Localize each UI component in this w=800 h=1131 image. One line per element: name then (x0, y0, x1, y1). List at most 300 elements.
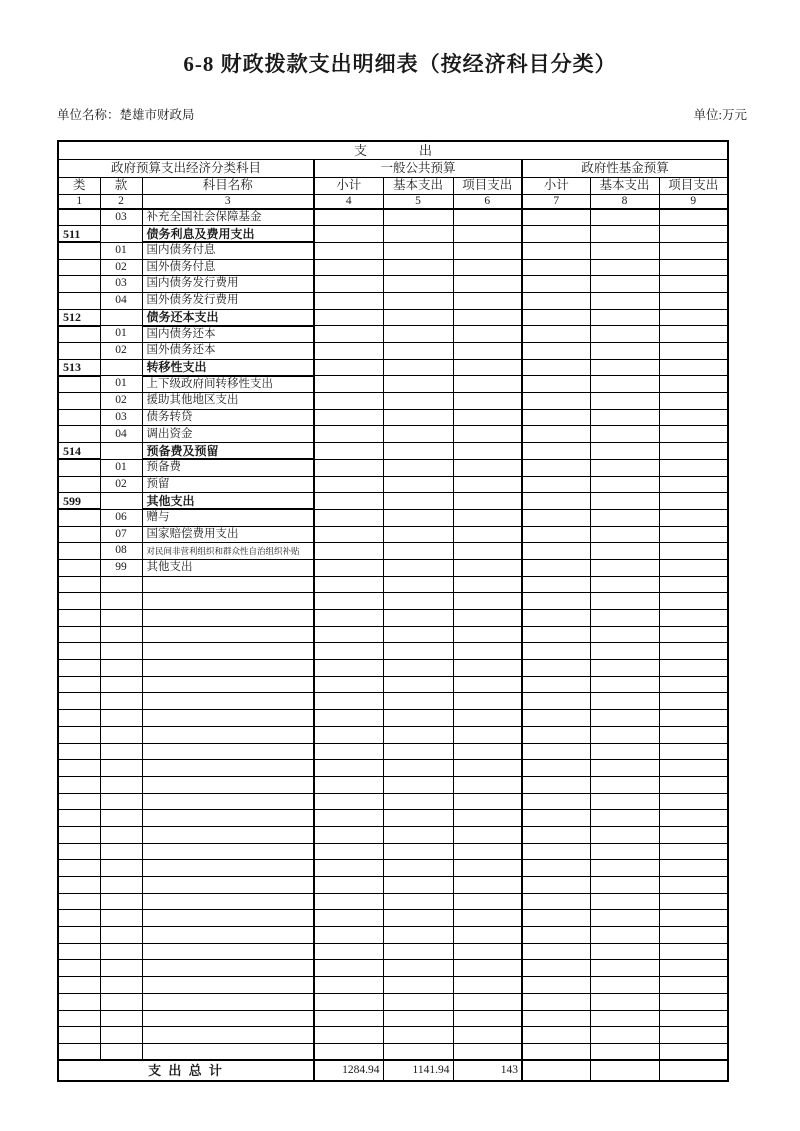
table-row (58, 276, 728, 293)
value-cell (453, 526, 522, 543)
value-cell (383, 843, 453, 860)
meta-row (57, 105, 747, 123)
subject-name-cell: 国外债务发行费用 (142, 292, 314, 309)
value-cell (659, 793, 728, 810)
value-cell (453, 559, 522, 576)
value-cell (383, 242, 453, 259)
table-row (58, 209, 728, 226)
value-cell (659, 359, 728, 376)
table-row-empty (58, 643, 728, 660)
value-cell (314, 493, 383, 510)
subject-name-cell: 补充全国社会保障基金 (142, 209, 314, 226)
table-row (58, 476, 728, 493)
subject-name-cell (142, 793, 314, 810)
value-cell (314, 1010, 383, 1027)
subject-name-cell: 上下级政府间转移性支出 (142, 376, 314, 393)
value-cell (590, 960, 659, 977)
value-cell (383, 943, 453, 960)
col-number-3: 3 (142, 194, 314, 209)
item-code-cell: 02 (100, 393, 142, 410)
item-code-cell (100, 810, 142, 827)
value-cell (522, 292, 590, 309)
col-header-subtotal-1: 小计 (314, 177, 383, 194)
table-row (58, 559, 728, 576)
class-code-cell (58, 626, 100, 643)
value-cell (383, 610, 453, 627)
value-cell (590, 543, 659, 560)
col-header-project-1: 项目支出 (453, 177, 522, 194)
value-cell (383, 343, 453, 360)
subject-name-cell: 调出资金 (142, 426, 314, 443)
item-code-cell (100, 977, 142, 994)
value-cell (453, 843, 522, 860)
value-cell (453, 693, 522, 710)
item-code-cell: 01 (100, 376, 142, 393)
value-cell (453, 359, 522, 376)
subject-name-cell (142, 760, 314, 777)
value-cell (590, 676, 659, 693)
table-body (58, 209, 728, 1060)
expenditure-table (57, 140, 729, 1082)
subject-name-cell: 国内债务还本 (142, 326, 314, 343)
subject-name-cell: 预备费及预留 (142, 443, 314, 460)
value-cell (314, 726, 383, 743)
value-cell (590, 943, 659, 960)
value-cell (453, 443, 522, 460)
value-cell (453, 426, 522, 443)
class-code-cell (58, 476, 100, 493)
class-code-cell (58, 259, 100, 276)
value-cell (314, 693, 383, 710)
table-row (58, 526, 728, 543)
value-cell (659, 760, 728, 777)
item-code-cell (100, 826, 142, 843)
table-row-empty (58, 927, 728, 944)
value-cell (383, 910, 453, 927)
value-cell (590, 409, 659, 426)
value-cell (383, 276, 453, 293)
total-value-project-2 (659, 1060, 728, 1081)
class-code-cell (58, 1027, 100, 1044)
value-cell (453, 393, 522, 410)
value-cell (383, 776, 453, 793)
value-cell (659, 643, 728, 660)
value-cell (383, 960, 453, 977)
value-cell (590, 209, 659, 226)
value-cell (453, 509, 522, 526)
table-row (58, 493, 728, 510)
value-cell (314, 927, 383, 944)
class-code-cell (58, 810, 100, 827)
value-cell (522, 259, 590, 276)
value-cell (659, 276, 728, 293)
item-code-cell (100, 927, 142, 944)
item-code-cell: 08 (100, 543, 142, 560)
value-cell (522, 943, 590, 960)
group-header-classification: 政府预算支出经济分类科目 (58, 159, 314, 177)
value-cell (590, 1010, 659, 1027)
value-cell (453, 660, 522, 677)
subject-name-cell (142, 960, 314, 977)
item-code-cell (100, 860, 142, 877)
value-cell (453, 1027, 522, 1044)
col-number-6: 6 (453, 194, 522, 209)
subject-name-cell (142, 1010, 314, 1027)
item-code-cell: 99 (100, 559, 142, 576)
subject-name-cell (142, 726, 314, 743)
item-code-cell (100, 443, 142, 460)
value-cell (453, 860, 522, 877)
class-code-cell (58, 710, 100, 727)
value-cell (659, 226, 728, 243)
value-cell (522, 426, 590, 443)
table-row-empty (58, 843, 728, 860)
value-cell (522, 393, 590, 410)
value-cell (590, 343, 659, 360)
table-row-empty (58, 710, 728, 727)
value-cell (383, 977, 453, 994)
value-cell (314, 593, 383, 610)
subject-name-cell (142, 576, 314, 593)
value-cell (453, 242, 522, 259)
class-code-cell: 513 (58, 359, 100, 376)
column-header-row (58, 177, 728, 194)
value-cell (590, 593, 659, 610)
table-row-empty (58, 1027, 728, 1044)
value-cell (383, 593, 453, 610)
value-cell (314, 209, 383, 226)
class-code-cell (58, 843, 100, 860)
column-number-row (58, 194, 728, 209)
class-code-cell: 599 (58, 493, 100, 510)
class-code-cell (58, 543, 100, 560)
value-cell (383, 459, 453, 476)
table-row (58, 409, 728, 426)
value-cell (522, 526, 590, 543)
value-cell (314, 610, 383, 627)
value-cell (453, 993, 522, 1010)
value-cell (659, 860, 728, 877)
table-row (58, 426, 728, 443)
value-cell (314, 343, 383, 360)
col-number-2: 2 (100, 194, 142, 209)
value-cell (314, 660, 383, 677)
value-cell (590, 1027, 659, 1044)
subject-name-cell (142, 593, 314, 610)
unit-name-label: 单位名称：楚雄市财政局 (57, 108, 195, 122)
value-cell (383, 259, 453, 276)
value-cell (314, 226, 383, 243)
value-cell (453, 543, 522, 560)
value-cell (314, 810, 383, 827)
value-cell (383, 710, 453, 727)
item-code-cell (100, 643, 142, 660)
value-cell (453, 710, 522, 727)
unit-of-measure-label: 单位:万元 (693, 108, 747, 122)
value-cell (590, 760, 659, 777)
value-cell (522, 660, 590, 677)
value-cell (659, 943, 728, 960)
value-cell (314, 409, 383, 426)
value-cell (659, 393, 728, 410)
value-cell (522, 1043, 590, 1060)
value-cell (453, 776, 522, 793)
class-code-cell (58, 660, 100, 677)
item-code-cell (100, 576, 142, 593)
class-code-cell (58, 343, 100, 360)
table-row (58, 242, 728, 259)
item-code-cell (100, 309, 142, 326)
value-cell (659, 543, 728, 560)
subject-name-cell: 对民间非营利组织和群众性自治组织补贴 (142, 543, 314, 560)
value-cell (383, 893, 453, 910)
value-cell (522, 559, 590, 576)
table-row-empty (58, 610, 728, 627)
table-row (58, 343, 728, 360)
class-code-cell (58, 760, 100, 777)
value-cell (383, 576, 453, 593)
value-cell (522, 493, 590, 510)
table-row-empty (58, 943, 728, 960)
subject-name-cell (142, 810, 314, 827)
value-cell (383, 676, 453, 693)
item-code-cell: 02 (100, 259, 142, 276)
value-cell (659, 242, 728, 259)
value-cell (522, 409, 590, 426)
table-row-empty (58, 676, 728, 693)
value-cell (659, 660, 728, 677)
value-cell (453, 326, 522, 343)
table-row (58, 393, 728, 410)
subject-name-cell (142, 927, 314, 944)
value-cell (659, 559, 728, 576)
value-cell (383, 292, 453, 309)
class-code-cell (58, 593, 100, 610)
subject-name-cell (142, 776, 314, 793)
table-row (58, 309, 728, 326)
col-number-8: 8 (590, 194, 659, 209)
subject-name-cell: 其他支出 (142, 559, 314, 576)
value-cell (383, 726, 453, 743)
class-code-cell (58, 776, 100, 793)
page-title: 6-8 财政拨款支出明细表（按经济科目分类） (183, 52, 617, 76)
value-cell (453, 292, 522, 309)
value-cell (383, 793, 453, 810)
item-code-cell (100, 693, 142, 710)
value-cell (590, 276, 659, 293)
value-cell (453, 943, 522, 960)
value-cell (659, 877, 728, 894)
value-cell (522, 893, 590, 910)
value-cell (314, 676, 383, 693)
subject-name-cell (142, 877, 314, 894)
value-cell (522, 793, 590, 810)
value-cell (453, 276, 522, 293)
subject-name-cell (142, 910, 314, 927)
col-header-subject-name: 科目名称 (142, 177, 314, 194)
table-row-empty (58, 826, 728, 843)
value-cell (453, 343, 522, 360)
item-code-cell (100, 943, 142, 960)
value-cell (522, 643, 590, 660)
item-code-cell (100, 226, 142, 243)
item-code-cell (100, 493, 142, 510)
value-cell (453, 927, 522, 944)
subject-name-cell: 援助其他地区支出 (142, 393, 314, 410)
class-code-cell (58, 576, 100, 593)
class-code-cell (58, 793, 100, 810)
value-cell (522, 376, 590, 393)
value-cell (522, 760, 590, 777)
value-cell (314, 877, 383, 894)
value-cell (314, 626, 383, 643)
value-cell (314, 526, 383, 543)
subject-name-cell: 转移性支出 (142, 359, 314, 376)
col-number-7: 7 (522, 194, 590, 209)
item-code-cell (100, 610, 142, 627)
value-cell (522, 326, 590, 343)
value-cell (314, 943, 383, 960)
value-cell (522, 226, 590, 243)
value-cell (314, 259, 383, 276)
class-code-cell (58, 893, 100, 910)
value-cell (590, 242, 659, 259)
value-cell (659, 676, 728, 693)
value-cell (453, 493, 522, 510)
table-row-empty (58, 1010, 728, 1027)
class-code-cell (58, 610, 100, 627)
table-row-empty (58, 593, 728, 610)
subject-name-cell (142, 843, 314, 860)
value-cell (453, 576, 522, 593)
value-cell (590, 910, 659, 927)
value-cell (453, 476, 522, 493)
class-code-cell (58, 693, 100, 710)
subject-name-cell (142, 943, 314, 960)
item-code-cell: 02 (100, 343, 142, 360)
value-cell (314, 309, 383, 326)
value-cell (383, 810, 453, 827)
item-code-cell (100, 843, 142, 860)
value-cell (590, 393, 659, 410)
value-cell (314, 476, 383, 493)
value-cell (522, 276, 590, 293)
subject-name-cell: 国内债务付息 (142, 242, 314, 259)
value-cell (659, 509, 728, 526)
value-cell (659, 993, 728, 1010)
item-code-cell (100, 626, 142, 643)
value-cell (659, 576, 728, 593)
value-cell (314, 760, 383, 777)
value-cell (522, 610, 590, 627)
value-cell (522, 710, 590, 727)
value-cell (314, 276, 383, 293)
class-code-cell (58, 1043, 100, 1060)
value-cell (522, 576, 590, 593)
class-code-cell (58, 459, 100, 476)
value-cell (314, 893, 383, 910)
value-cell (590, 426, 659, 443)
subject-name-cell: 预留 (142, 476, 314, 493)
class-code-cell (58, 943, 100, 960)
total-label: 支 出 总 计 (58, 1060, 314, 1081)
class-code-cell (58, 726, 100, 743)
value-cell (659, 459, 728, 476)
table-row-empty (58, 810, 728, 827)
class-code-cell (58, 860, 100, 877)
col-number-1: 1 (58, 194, 100, 209)
item-code-cell (100, 760, 142, 777)
subject-name-cell: 国外债务付息 (142, 259, 314, 276)
value-cell (314, 426, 383, 443)
item-code-cell (100, 1010, 142, 1027)
subject-name-cell (142, 977, 314, 994)
value-cell (659, 810, 728, 827)
subject-name-cell (142, 893, 314, 910)
item-code-cell (100, 660, 142, 677)
value-cell (522, 309, 590, 326)
value-cell (522, 860, 590, 877)
table-row (58, 376, 728, 393)
value-cell (453, 226, 522, 243)
table-row-empty (58, 893, 728, 910)
value-cell (590, 509, 659, 526)
table-row (58, 226, 728, 243)
value-cell (590, 576, 659, 593)
subject-name-cell: 债务利息及费用支出 (142, 226, 314, 243)
value-cell (522, 1027, 590, 1044)
item-code-cell (100, 960, 142, 977)
value-cell (383, 993, 453, 1010)
item-code-cell (100, 359, 142, 376)
value-cell (522, 810, 590, 827)
subject-name-cell (142, 610, 314, 627)
subject-name-cell (142, 1043, 314, 1060)
value-cell (659, 526, 728, 543)
class-code-cell (58, 977, 100, 994)
value-cell (659, 376, 728, 393)
class-code-cell (58, 993, 100, 1010)
value-cell (659, 1010, 728, 1027)
item-code-cell (100, 1043, 142, 1060)
value-cell (659, 209, 728, 226)
value-cell (590, 927, 659, 944)
item-code-cell: 01 (100, 326, 142, 343)
table-row-empty (58, 760, 728, 777)
col-number-4: 4 (314, 194, 383, 209)
value-cell (453, 209, 522, 226)
value-cell (314, 559, 383, 576)
value-cell (453, 743, 522, 760)
value-cell (522, 443, 590, 460)
value-cell (659, 493, 728, 510)
value-cell (522, 693, 590, 710)
value-cell (383, 226, 453, 243)
value-cell (314, 793, 383, 810)
subject-name-cell: 国家赔偿费用支出 (142, 526, 314, 543)
subject-name-cell (142, 710, 314, 727)
value-cell (383, 509, 453, 526)
table-row (58, 509, 728, 526)
value-cell (314, 393, 383, 410)
value-cell (522, 242, 590, 259)
value-cell (453, 960, 522, 977)
value-cell (383, 409, 453, 426)
group-header-general-budget: 一般公共预算 (314, 159, 522, 177)
subject-name-cell: 债务转贷 (142, 409, 314, 426)
value-cell (659, 826, 728, 843)
class-code-cell (58, 826, 100, 843)
